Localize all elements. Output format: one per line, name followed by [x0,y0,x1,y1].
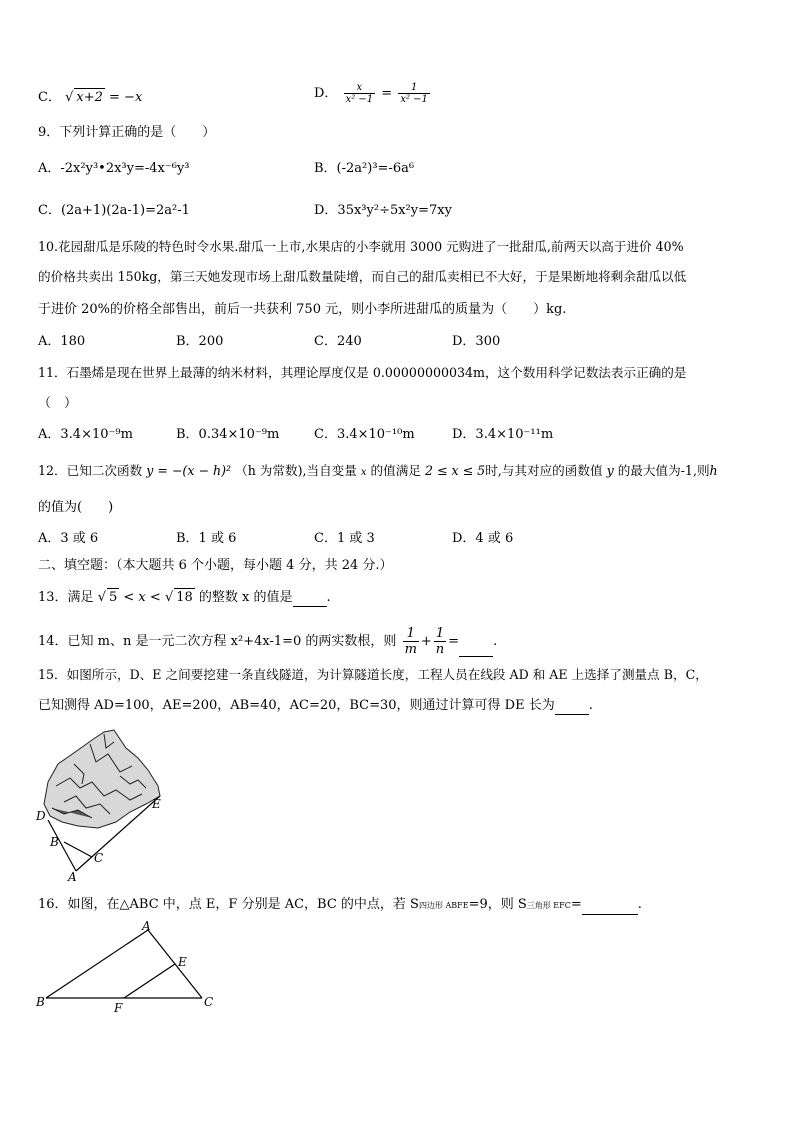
q15-end: . [588,698,593,713]
numerator: 1 [434,626,446,642]
answer-blank [459,642,493,657]
q12-option-d: D．4 或 6 [452,531,514,546]
q15-line2-text: 已知测得 AD=100，AE=200，AB=40，AC=20，BC=30，则通过计算可得 DE 长为 [38,698,555,713]
radicand-18: 18 [176,590,193,605]
q16-post: = [570,897,582,912]
subscript-triangle: 三角形 EFC [526,901,571,910]
label-c: C [94,851,104,865]
rhs: = −x [109,90,143,105]
q12-line2: 的值为( ) [38,500,114,515]
q11-line2: （ ） [38,396,78,411]
label-e: E [152,797,161,811]
q13-pre: 13．满足 [38,590,94,605]
label-e: E [178,955,187,969]
q16-pre: 16．如图，在△ABC 中，点 E，F 分别是 AC，BC 的中点，若 S [38,897,419,912]
fraction-1-over-n [434,626,446,657]
q11-line1: 11．石墨烯是现在世界上最薄的纳米材料，其理论厚度仅是 0.00000000034m，这个数用科学记数法表示正确的是 [38,365,687,380]
equals-sign: = [448,634,460,649]
fraction-right [398,82,430,105]
answer-blank [293,592,327,607]
q10-line2: 的价格共卖出 150kg，第三天她发现市场上甜瓜数量陡增，而自己的甜瓜卖相已不大好，于是果断地将剩余甜瓜以低 [38,269,687,284]
denominator: x² −1 [400,94,428,105]
segment-bc [64,842,92,857]
numerator: 1 [403,626,419,642]
q10-option-b: B．200 [176,334,224,349]
q12-mid1: （h 为常数),当自变量 [235,463,357,478]
label-a: A [142,919,151,933]
q10-option-d: D．300 [452,334,501,349]
q12-option-c: C．1 或 3 [314,531,375,546]
q13: 13．满足 √ 5 < x < √ 18 的整数 x 的值是 . [38,590,331,605]
denominator: m [404,642,417,657]
equals-sign: = [381,86,393,101]
q10-option-a: A．180 [38,334,86,349]
q9-stem: 9．下列计算正确的是（ ） [38,125,216,140]
q12-var-y: y [606,463,614,478]
numerator: 1 [398,82,430,94]
answer-blank [555,700,589,715]
q12-option-a: A．3 或 6 [38,531,99,546]
q13-post: 的整数 x 的值是 [198,590,293,605]
q11-option-a: A．3.4×10⁻⁹m [38,427,133,442]
radicand: x+2 [76,90,103,105]
q16-triangle-figure [34,918,220,1018]
q12-line1 [38,462,718,482]
q12-mid3: 时,与其对应的函数值 [485,463,603,478]
option-label: D． [314,86,338,101]
mountain-sketch [44,730,160,828]
q10-line3: 于进价 20%的价格全部售出，前后一共获利 750 元，则小李所进甜瓜的质量为（ ）kg. [38,302,567,317]
q12-range: 2 ≤ x ≤ 5 [424,463,486,478]
q12-var-h: h [709,463,718,478]
q15-line2 [38,697,593,715]
label-b: B [50,835,59,849]
q12-option-b: B．1 或 6 [176,531,237,546]
q9-option-c: C．(2a+1)(2a-1)=2a²-1 [38,203,190,218]
radicand-5: 5 [108,590,118,605]
q8-option-c: C． √ x+2 = −x [38,90,143,105]
q9-option-a: A．-2x²y³•2x³y=-4x⁻⁶y³ [38,161,190,176]
q14-end: . [493,634,498,649]
label-f: F [114,1001,123,1015]
q12-function: y = −(x − h)² [146,463,232,478]
option-label: C． [38,90,61,105]
q15-tunnel-figure [34,724,174,882]
label-a: A [68,870,77,882]
fraction-1-over-m [403,626,419,657]
q12-mid4: 的最大值为-1,则 [617,463,710,478]
answer-blank [582,900,638,915]
q12-mid2: 的值满足 [370,463,421,478]
denominator: n [435,642,445,657]
q16 [38,896,642,915]
q16-mid: =9，则 S [468,897,527,912]
q10-option-c: C．240 [314,334,362,349]
q11-option-c: C．3.4×10⁻¹⁰m [314,427,415,442]
label-c: C [204,995,214,1009]
q9-option-d: D．35x³y²÷5x²y=7xy [314,203,452,218]
side-ab [46,930,148,998]
plus-sign: + [420,634,432,649]
denominator: x² −1 [345,94,374,105]
subscript-quadrilateral: 四边形 ABFE [418,901,469,910]
q15-line1: 15．如图所示，D、E 之间要挖建一条直线隧道，为计算隧道长度，工程人员在线段 AD 和 AE 上选择了测量点 B，C， [38,667,708,682]
q9-option-b: B．(-2a²)³=-6a⁶ [314,161,415,176]
fraction-left [344,82,376,105]
q8-option-d [314,82,432,105]
q10-line1: 10.花园甜瓜是乐陵的特色时令水果.甜瓜一上市,水果店的小李就用 3000 元购进了一批甜瓜,前两天以高于进价 40% [38,239,684,254]
q14-pre: 14．已知 m、n 是一元二次方程 x²+4x-1=0 的两实数根，则 [38,634,397,649]
numerator: x [344,82,376,94]
q16-end: . [637,897,642,912]
q11-option-b: B．0.34×10⁻⁹m [176,427,280,442]
label-d: D [36,809,46,823]
q11-option-d: D．3.4×10⁻¹¹m [452,427,554,442]
q12-var-x: x [360,467,367,478]
segment-ef [124,964,175,998]
q14 [38,626,497,657]
label-b: B [36,995,45,1009]
q13-inequality: < x < [123,590,161,605]
q12-pre: 12．已知二次函数 [38,463,143,478]
q13-end: . [326,590,331,605]
section-heading: 二、填空题：（本大题共 6 个小题，每小题 4 分，共 24 分.） [38,558,393,573]
